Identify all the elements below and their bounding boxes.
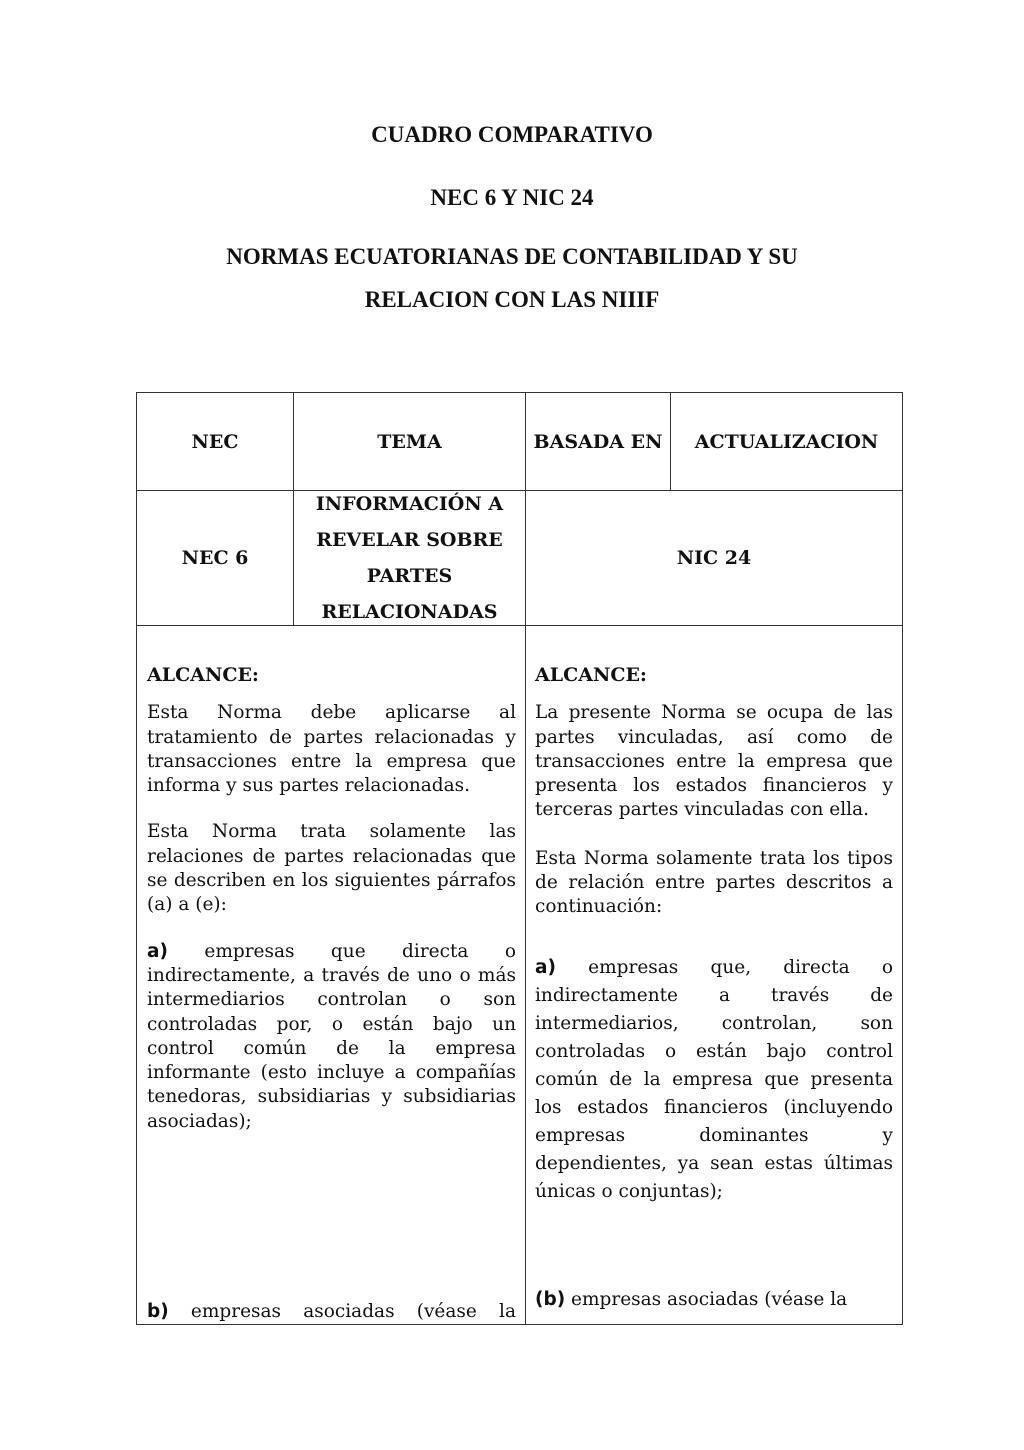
nec-column bbox=[147, 663, 516, 1134]
cell-nec: NEC 6 bbox=[181, 547, 249, 569]
nic-column bbox=[535, 663, 893, 1206]
item-label: a) bbox=[535, 956, 556, 978]
comparison-table bbox=[136, 392, 903, 1325]
table-divider bbox=[137, 625, 902, 626]
document-title: CUADRO COMPARATIVO bbox=[371, 122, 653, 147]
item-label: (b) bbox=[535, 1289, 566, 1310]
left-paragraph: Esta Norma trata solamente las relaciones de partes relacionadas que se describen en los siguientes párrafos (a) a (e): bbox=[147, 821, 516, 916]
item-text: empresas asociadas (véase la bbox=[565, 1289, 848, 1310]
tema-line: INFORMACIÓN A bbox=[315, 493, 504, 515]
tema-line: PARTES bbox=[366, 565, 453, 587]
header-tema: TEMA bbox=[377, 430, 442, 453]
cell-basada-en: NIC 24 bbox=[676, 547, 752, 569]
right-item-b bbox=[535, 1289, 893, 1310]
document-subtitle: NEC 6 Y NIC 24 bbox=[430, 185, 594, 210]
right-heading: ALCANCE: bbox=[535, 664, 647, 686]
left-item-a bbox=[147, 940, 516, 1134]
item-text: empresas que directa o indirectamente, a través de uno o más intermediarios controlan o son controladas por, o están bajo un control común de la empresa informante (esto incluye a compañías tenedoras, subsidiarias y subsidiarias asociadas); bbox=[147, 940, 516, 1132]
header-actualizacion: ACTUALIZACION bbox=[694, 430, 879, 453]
left-paragraph: Esta Norma debe aplicarse al tratamiento de partes relacionadas y transacciones entre la empresa que informa y sus partes relacionadas. bbox=[147, 702, 516, 797]
left-item-b bbox=[147, 1301, 516, 1322]
item-label: b) bbox=[147, 1301, 169, 1322]
item-label: a) bbox=[147, 940, 168, 962]
left-heading: ALCANCE: bbox=[147, 664, 259, 686]
cell-tema bbox=[294, 491, 525, 625]
header-basada-en: BASADA EN bbox=[533, 430, 663, 453]
item-text: empresas que, directa o indirectamente a través de intermediarios, controlan, son controladas o están bajo control común de la empresa que presenta los estados financieros (incluyendo empresas dominantes y dependientes, ya sean estas últimas únicas o conjuntas); bbox=[535, 956, 893, 1202]
right-item-a bbox=[535, 954, 893, 1206]
right-paragraph: La presente Norma se ocupa de las partes vinculadas, así como de transacciones entre la empresa que presenta los estados financieros y terceras partes vinculadas con ella. bbox=[535, 702, 893, 821]
right-paragraph: Esta Norma solamente trata los tipos de relación entre partes descritos a continuación: bbox=[535, 847, 893, 918]
tema-line: RELACIONADAS bbox=[321, 601, 498, 623]
item-text: empresas asociadas (véase la bbox=[168, 1301, 516, 1322]
document-heading-line2: RELACION CON LAS NIIIF bbox=[364, 287, 660, 312]
tema-line: REVELAR SOBRE bbox=[316, 529, 503, 551]
header-nec: NEC bbox=[191, 430, 239, 453]
document-heading-line1: NORMAS ECUATORIANAS DE CONTABILIDAD Y SU bbox=[226, 244, 798, 269]
